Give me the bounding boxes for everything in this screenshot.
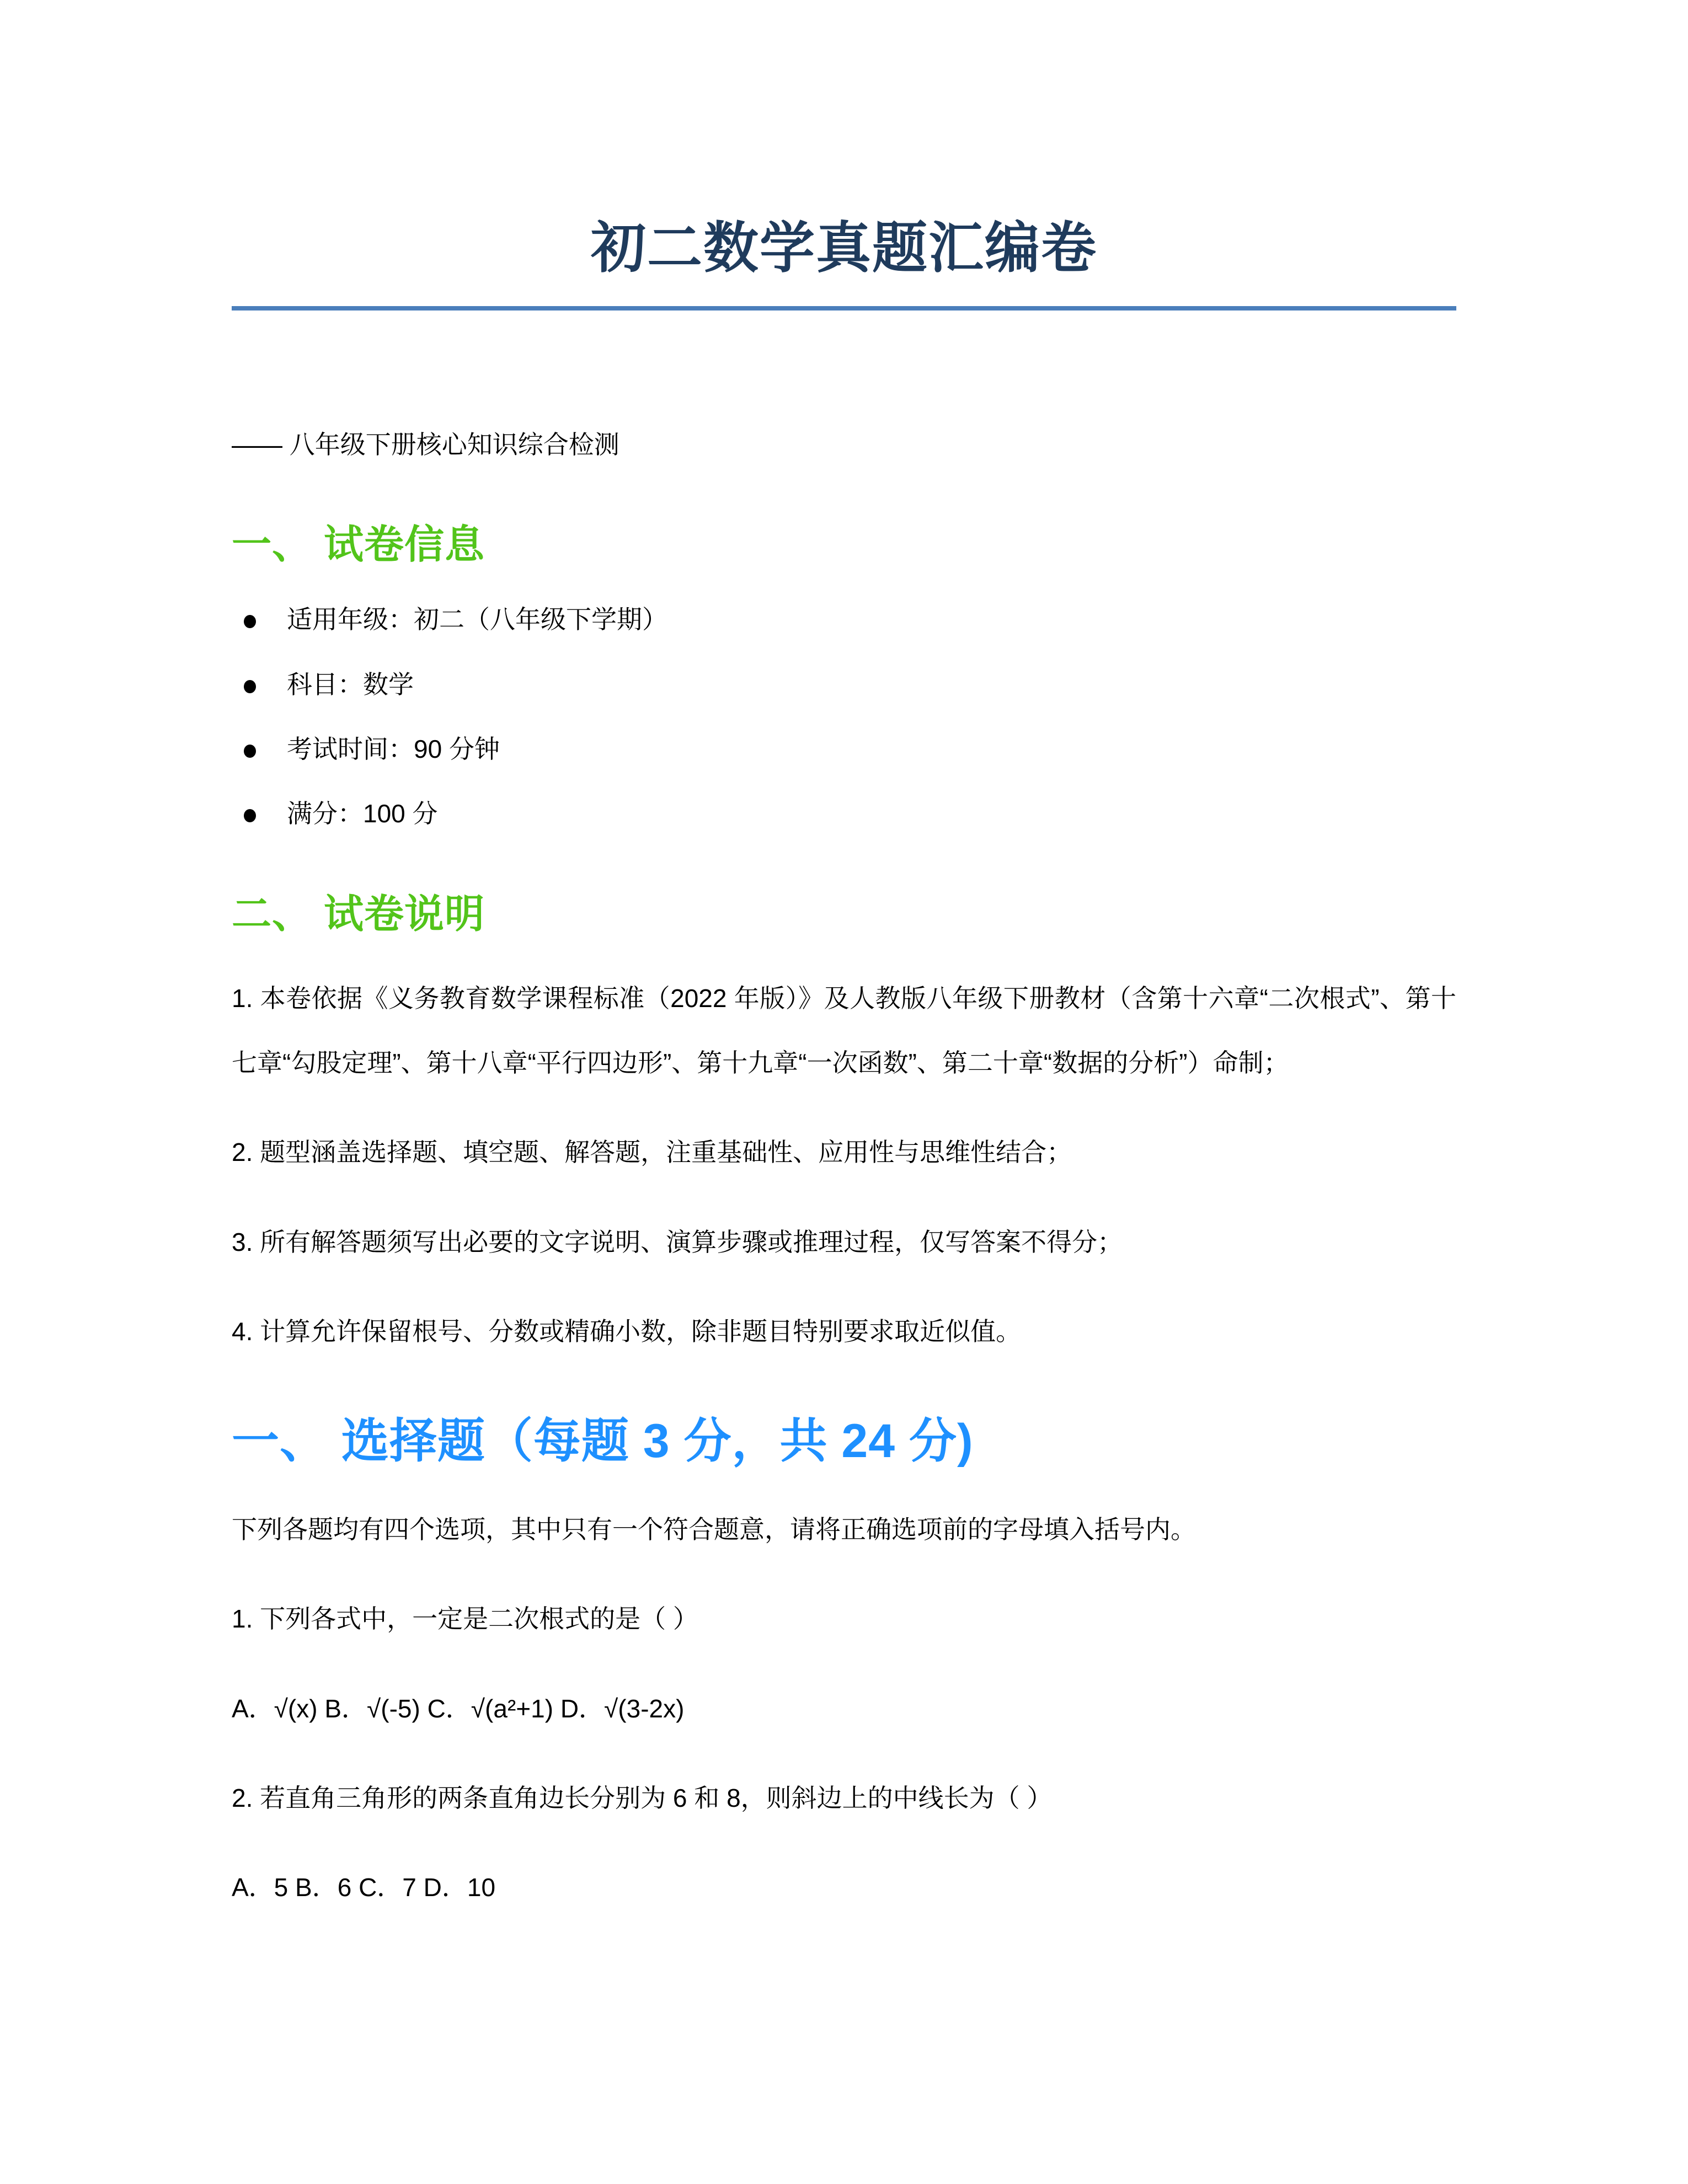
note-paragraph-2: 2. 题型涵盖选择题、填空题、解答题，注重基础性、应用性与思维性结合； — [232, 1138, 1072, 1167]
section-heading-paper-info: 一、 试卷信息 — [232, 523, 485, 568]
section-heading-paper-notes: 二、 试卷说明 — [232, 892, 485, 936]
document-subtitle: —— 八年级下册核心知识综合检测 — [232, 430, 619, 459]
note-paragraph-3: 3. 所有解答题须写出必要的文字说明、演算步骤或推理过程，仅写答案不得分； — [232, 1227, 1123, 1256]
question-1-options: A．√(x) B．√(-5) C．√(a²+1) D．√(3-2x) — [232, 1694, 685, 1723]
multiple-choice-intro: 下列各题均有四个选项，其中只有一个符合题意，请将正确选项前的字母填入括号内。 — [232, 1515, 1196, 1544]
note-paragraph-1: 1. 本卷依据《义务教育数学课程标准（2022 年版）》及人教版八年级下册教材（含第十六章“二次根式”、第十七章“勾股定理”、第十八章“平行四边形”、第十九章“一次函数”、第二十章“数据的分析”）命制； — [232, 983, 1456, 1078]
list-item-total-score: 满分：100 分 — [232, 781, 1456, 846]
question-2-text: 2. 若直角三角形的两条直角边长分别为 6 和 8，则斜边上的中线长为（ ） — [232, 1784, 1053, 1813]
list-item-duration: 考试时间：90 分钟 — [232, 717, 1456, 781]
question-1-text: 1. 下列各式中，一定是二次根式的是（ ） — [232, 1604, 698, 1634]
note-paragraph-4: 4. 计算允许保留根号、分数或精确小数，除非题目特别要求取近似值。 — [232, 1317, 1022, 1346]
question-2-options: A．5 B．6 C．7 D．10 — [232, 1873, 496, 1902]
paper-info-list — [232, 587, 1456, 846]
list-item-subject: 科目：数学 — [232, 652, 1456, 717]
title-rule-divider — [232, 306, 1456, 311]
section-heading-multiple-choice: 一、 选择题（每题 3 分，共 24 分) — [232, 1415, 974, 1468]
page-title: 初二数学真题汇编卷 — [591, 217, 1097, 279]
list-item-grade: 适用年级：初二（八年级下学期） — [232, 587, 1456, 652]
